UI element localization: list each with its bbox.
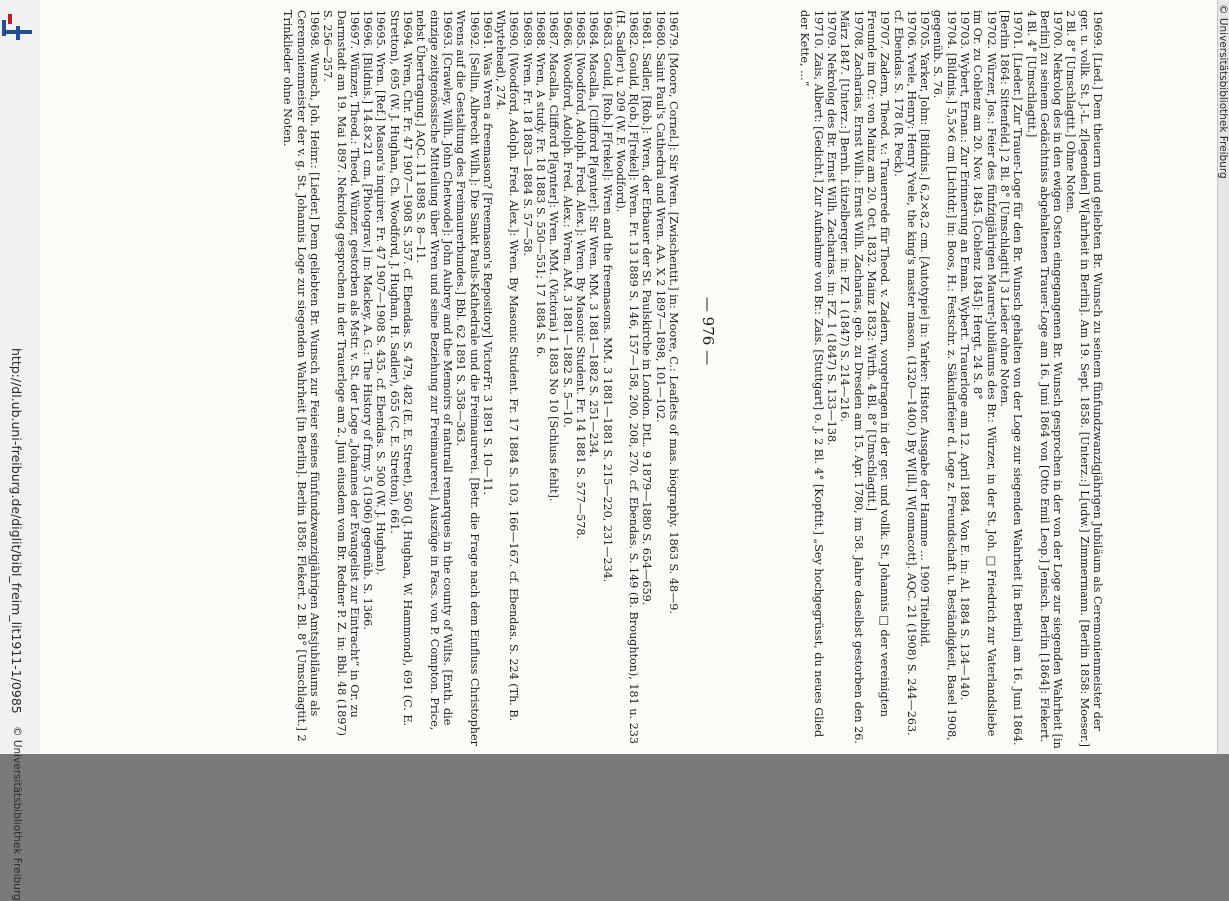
bibliography-entry: 19698. Wunsch, Joh. Heinr.: [Lieder.] Dem geliebten Br. Wunsch zur Feier seines fünfundzwanzigjährigen Amtsjubiläums als Ceremonienmeister der v. g. St. Johannis Loge zur siegenden Wahrheit [in Berlin]. Berlin 1858: Flekert. 2 Bl. 8° [Umschlagtit.] 2 Trinklieder ohne Noten. bbox=[281, 10, 321, 742]
bibliography-entry: 19704. [Bildnis.] 5,5×6 cm [Lichtdr.] in: Boos, H.: Festschr. z. Säkularfeier d. Loge z. Freundschaft u. Beständigkeit, Basel 1908, gegenüb. S. 76. bbox=[931, 10, 958, 741]
ub-freiburg-logo-icon bbox=[0, 2, 36, 46]
bibliography-entry: 19690. [Woodford, Adolph. Fred. Alex.]: Wren. By Masonic Student. Fr. 17 1884 S. 103, 166—167. cf. Ebendas. S. 224 (Th. B. Whytehead), 274. bbox=[494, 10, 521, 722]
bibliography-entry: 19706. Yvele, Henry: Henry Yvele, the king's master mason. (1320—1400.) By W[ill.] W[onnacott]. AQC. 21 (1908) S. 244—263. cf. Ebendas. S. 178 (R. Peck). bbox=[891, 10, 918, 736]
left-column bbox=[281, 10, 680, 750]
bibliography-entry: 19696. [Bildnis.] 14.8×21 cm. [Photograv.] in: Mackey, A. G.: The History of frmy. 5 (1906) gegenüb. S. 1366. bbox=[361, 10, 375, 630]
scanned-page bbox=[40, 0, 1217, 754]
bibliography-entry: 19699. [Lied.] Dem theuern und geliebten Br. Wunsch zu seinem fünfundzwanzigjährigen Jubiläum als Ceremonienmeister der ger. u. vollk. St. J.-L. z[legenden] W[ahrheit in Berlin]. Am 19. Sept. 1858. [Unterz.:] L[udw.] Zimmermann. [Berlin 1858: Moeser.] 2 Bl. 8° [Umschlagtit.] Ohne Noten. bbox=[1064, 10, 1104, 747]
bibliography-entry: 19709. Nekrolog des Br. Ernst Wilh. Zacharias. in: FZ. 1 (1847) S. 133—138. bbox=[825, 10, 839, 446]
bibliography-entry: 19688. Wren, A study. Fr. 18 1883 S. 550—551; 17 1884 S. 6. bbox=[534, 10, 548, 358]
bibliography-entry: 19685. [Woodford, Adolph. Fred. Alex.]: Wren. By Masonic Student. Fr. 14 1881 S. 577—578. bbox=[573, 10, 587, 539]
bibliography-entry: 19694. Wren, Chr. Fr. 47 1907—1908 S. 357. cf. Ebendas. S. 479, 482 (E. E. Street), 560 (J. Hughan, W. Hammond), 691 (C. E. Stretton), 695 (W. J. Hughan, Ch. Woodford, J. Hughan, H. Sadler), 655 (C. E. Stretton), 661. bbox=[387, 10, 415, 727]
bibliography-entry: 19707. Zadern, Theod. v.: Trauerrede für Theod. v. Zadern, vorgetragen in der ger. und vollk. St. Johannis □ der vereinigten Freunde im Or.: von Mainz am 20. Oct. 1832. Mainz 1832: Wirth. 4 Bl. 8° [Umschlagtit.] bbox=[864, 10, 892, 717]
bibliography-entry: 19684. Macalla, [Clifford P[aynter]: Sir Wren. MM. 3 1881—1882 S. 251—234. bbox=[587, 10, 601, 458]
bibliography-entry: 19697. Wünzer, Theod.: Theod. Wünzer, gestorben als Mstr. v. St. der Loge „Johannes der Evangelist zur Eintracht“ in Or. zu Darmstadt am 19. Mai 1897. Nekrolog gesprochen in der Trauerloge am 2. Juni eiusdem vom Br. Redner P. Z. in: Bbl. 48 (1897) S. 256—257. bbox=[321, 10, 361, 737]
viewer-right-strip bbox=[1217, 0, 1229, 754]
bibliography-entry: 19689. Wren. Fr. 18 1883—1884 S. 57—58. bbox=[520, 10, 534, 257]
copyright-right: © Universitätsbibliothek Freiburg bbox=[1217, 4, 1229, 179]
bibliography-entry: 19702. Würzer, Jos.: Feier des fünfzigjährigen Maurer-Jubiläums des Br.: Würzer, in der St. Joh. □ Friedrich zur Vaterlandsliebe im Or. zu Coblenz am 20. Nov. 1845. [Coblenz 1845]: Hergt. 24 S. 8° bbox=[971, 10, 998, 737]
right-column bbox=[798, 10, 1104, 750]
bibliography-entry: 19681. Sadler, [Rob.]: Wren, der Erbauer der St. Paulskirche in London. DtL. 9 1879—1880 S. 654—659. bbox=[640, 10, 654, 606]
bibliography-entry: 19701. [Lieder.] Zur Trauer-Loge für den Br. Wunsch gehalten von der Loge zur siegenden Wahrheit [in Berlin] am 16. Juni 1864. [Berlin 1864: Sittenfeld.] 2 Bl. 8° [Umschlagtit.] 3 Lieder ohne Noten. bbox=[997, 10, 1025, 746]
bibliography-entry: 19705. Yarker, John: [Bildnis.] 6,2×8,2 cm. [Autotypie] in: Yarker: Histor. Ausgabe der Hamme ... 1909 Titelbild. bbox=[918, 10, 932, 648]
bibliography-entry: 19703. Wybert, Ernan.: Zur Erinnerung an Eman. Wybert. Trauerloge am 12. April 1884. Von E. in: Al. 1884 S. 134—140. bbox=[958, 10, 972, 701]
bibliography-entry: 19695. Wren. [Ref.] Mason's inquirer. Fr. 47 1907—1908 S. 435. cf. Ebendas. S. 500 (W. J. Hughan). bbox=[374, 10, 388, 576]
bibliography-entry: 19680. Saint Paul's Cathedral and Wren. AA. X 2 1897—1898, 101—102. bbox=[653, 10, 667, 423]
bibliography-entry: 19708. Zacharias, Ernst Wilh.: Ernst Wilh. Zacharias, geb. zu Dresden am 15. Apr. 1780, im 58. Jahre daselbst gestorben den 26. März 1847. [Unterz.:] Bernh. Lützelberger. in: FZ. 1 (1847) S. 214—216. bbox=[838, 10, 865, 744]
bibliography-entry: 19679. [Moore, Cornel.]: Sir Wren. [Zwischentit.] in: Moore, C.: Leaflets of mas. biography. 1863 S. 48—9. bbox=[667, 10, 680, 614]
viewer-left-strip bbox=[0, 0, 40, 901]
bibliography-entry: 19686. Woodford, Adolph. Fred. Alex.: Wren. AM. 3 1881—1882 S. 5—10. bbox=[560, 10, 574, 428]
copyright-left: © Universitätsbibliothek Freiburg bbox=[11, 726, 23, 901]
bibliography-entry: 19692. [Sellin, Albrecht Wilh.]: Die Sankt Pauls-Kathedrale und die Freimaurerei. [Betr. die Frage nach dem Einfluss Christopher Wrens auf die Gestaltung des Freimaurerbundes.] Bbl. 62 1891 S. 358—363. bbox=[454, 10, 481, 746]
bibliography-entry: 19682. Gould, R[ob.] F[rekel]: Wren. Fr. 13 1889 S. 146, 157—158, 200, 208, 270. cf. Ebendas. S. 149 (B. Broughton), 181 u. 233 (H. Sadler) u. 209 (W. F. Woodford). bbox=[613, 10, 641, 745]
bibliography-entry: 19687. Macalla, Clifford P[aynter]: Wren. MM. (Victoria) 1 1883 No 10 [Schluss fehlt]. bbox=[547, 10, 561, 502]
bibliography-entry: 19693. [Crawley, Wilh. John Chetwode]: John Aubrey and the Memoirs of naturall remarques in the county of Wilts. [Enth. die einzige zeitgenössische Mitteilung über Wren und seine Beziehung zur Freimaurerei.] Auszüge in Facs. von P. Compton. Price, nebst Übertragung.] AQC. 11 1898 S. 8—11. bbox=[414, 10, 454, 731]
page-number: — 976 — bbox=[699, 296, 718, 366]
bibliography-entry: 19700. Nekrolog des in den ewigen Osten eingegangenen Br. Wunsch gesprochen in der von der Loge zur siegenden Wahrheit [in Berlin] zu seinem Gedächtniss abgehaltenen Trauer-Loge am 16. Juni 1864 von [Otto Emil Leop.] Jenisch. Berlin [1864]: Flekert. 4 Bl. 4° [Umschlagtit.] bbox=[1024, 10, 1065, 749]
document-url[interactable]: http://dl.ub.uni-freiburg.de/diglit/bibl_freim_lit1911-1/0985 bbox=[9, 348, 24, 714]
bibliography-entry: 19683. Gould, [Rob.] F[rekel]: Wren and the freemasons. MM. 3 1881—1881 S. 215—220, 231—234. bbox=[600, 10, 614, 583]
bibliography-entry: 19691. Was Wren a freemason? [Freemason's Repository] VictorFr. 3 1891 S. 10—11. bbox=[480, 10, 494, 496]
bibliography-entry: 19710. Zais, Albert: [Gedicht.] Zur Aufnahme von Br.: Zais. [Stuttgart] o. J. 2 Bl. 4° [Kopftit.] „Sey hochgegrüsst, du neues Glied der Kette, ...“ bbox=[798, 10, 825, 738]
